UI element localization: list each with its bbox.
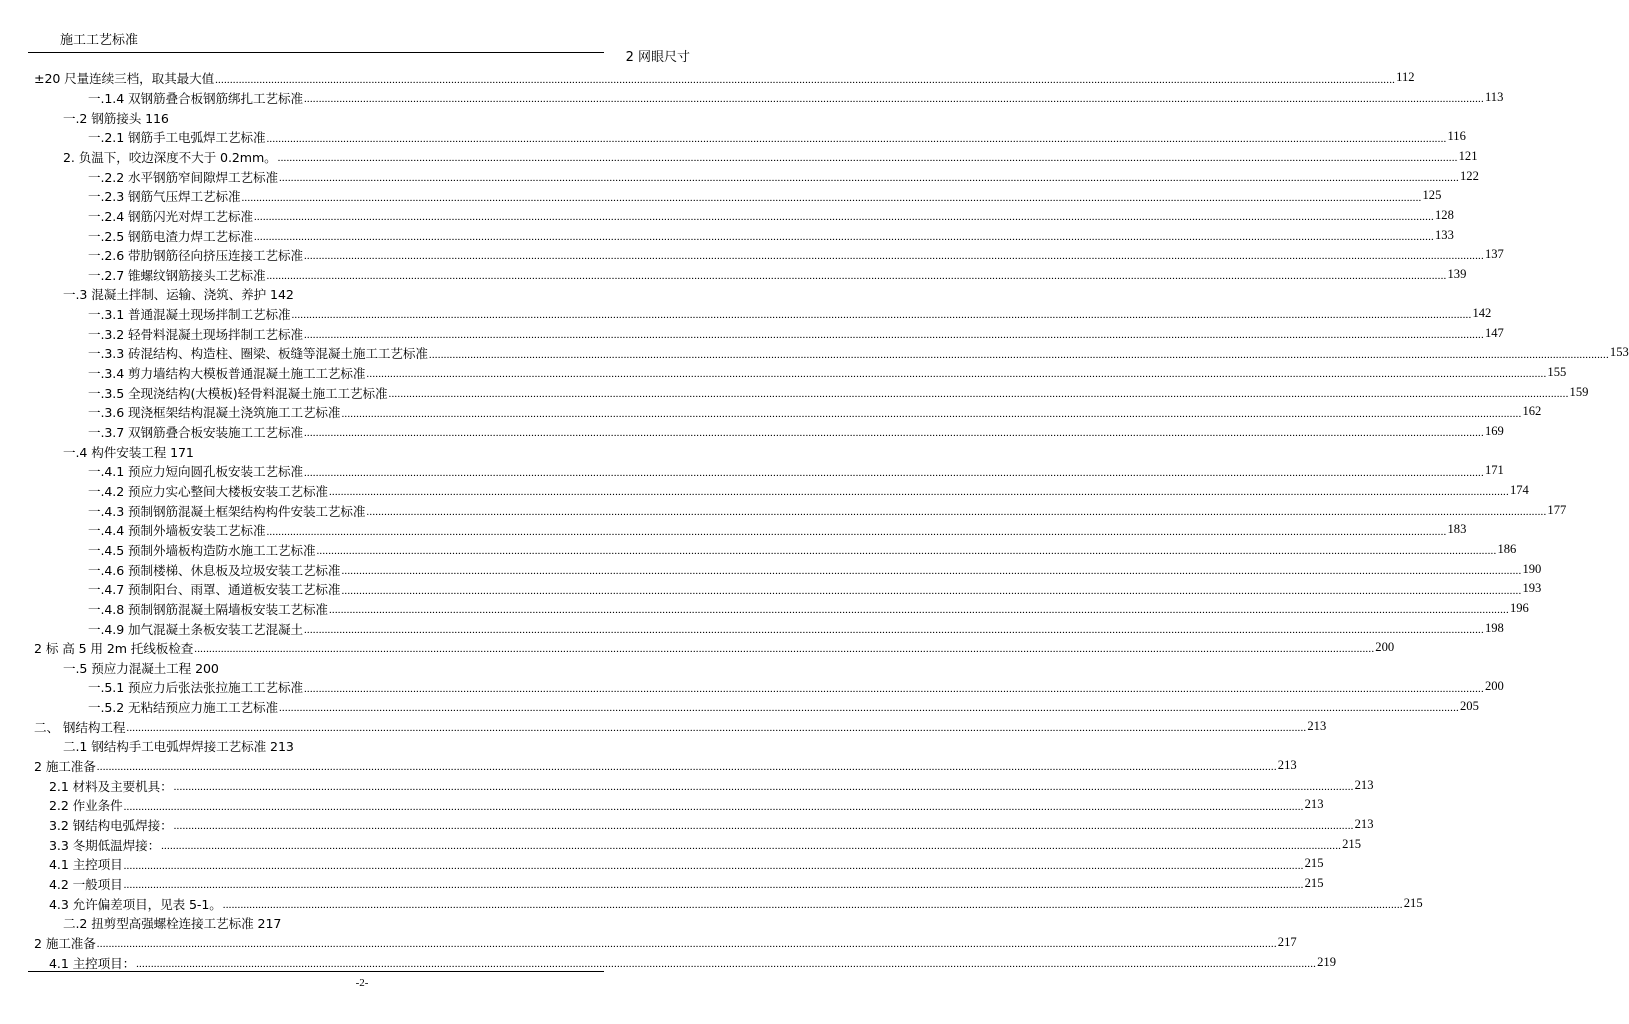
toc-entry[interactable] (0, 382, 1589, 402)
toc-entry-title: 一.5.2 无粘结预应力施工工艺标准 (88, 700, 278, 716)
toc-entry[interactable] (0, 304, 1492, 324)
toc-entry[interactable] (0, 716, 1327, 736)
toc-dot-leader: ................................................................................................................................................................................................................................................................................................................................................................................................................ (123, 879, 1304, 892)
toc-entry[interactable] (0, 147, 1478, 167)
toc-entry-title: 一.2 钢筋接头 116 (63, 110, 169, 126)
toc-entry[interactable] (0, 206, 1454, 226)
toc-dot-leader: ................................................................................................................................................................................................................................................................................................................................................................................................................ (173, 781, 1354, 794)
toc-entry-page-number: 215 (1403, 895, 1423, 910)
toc-entry-title: 一.3.2 轻骨料混凝土现场拌制工艺标准 (88, 326, 303, 342)
toc-entry-page-number: 213 (1354, 817, 1374, 831)
toc-entry-title: 一.4.9 加气混凝土条板安装工艺混凝土 (88, 621, 303, 637)
toc-dot-leader: ................................................................................................................................................................................................................................................................................................................................................................................................................ (388, 388, 1569, 401)
toc-entry-title: 一.4 构件安装工程 171 (63, 444, 194, 460)
toc-dot-leader: ................................................................................................................................................................................................................................................................................................................................................................................................................ (123, 800, 1304, 813)
toc-entry-title: 二.2 扭剪型高强螺栓连接工艺标准 217 (63, 916, 282, 932)
toc-entry-page-number: 128 (1434, 207, 1454, 222)
toc-entry-page-number: 133 (1434, 227, 1454, 242)
toc-entry-title: 一.4.5 预制外墙板构造防水施工工艺标准 (88, 542, 316, 558)
toc-entry[interactable] (0, 795, 1324, 815)
toc-entry-page-number: 213 (1304, 797, 1324, 812)
toc-entry[interactable] (0, 775, 1374, 795)
toc-entry-page-number: 116 (1447, 129, 1466, 144)
toc-entry-title: 一.4.1 预应力短向圆孔板安装工艺标准 (88, 464, 303, 480)
toc-entry[interactable] (0, 88, 1504, 108)
toc-dot-leader: ................................................................................................................................................................................................................................................................................................................................................................................................................ (278, 702, 1459, 715)
toc-entry-title: 一.4.7 预制阳台、雨罩、通道板安装工艺标准 (88, 582, 341, 598)
toc-entry-title: 一.1.4 双钢筋叠合板钢筋绑扎工艺标准 (88, 90, 303, 106)
toc-entry-title: 2. 负温下，咬边深度不大于 0.2mm。 (63, 149, 277, 165)
toc-entry[interactable] (0, 618, 1504, 638)
toc-entry-title: 2.1 材料及主要机具： (49, 778, 173, 794)
toc-entry-page-number: 219 (1317, 954, 1336, 969)
toc-dot-leader: ................................................................................................................................................................................................................................................................................................................................................................................................................ (266, 132, 1447, 145)
toc-entry[interactable] (0, 107, 724, 127)
toc-entry-page-number: 155 (1547, 365, 1567, 380)
toc-entry[interactable] (0, 225, 1454, 245)
toc-dot-leader: ................................................................................................................................................................................................................................................................................................................................................................................................................ (266, 270, 1447, 283)
toc-entry[interactable] (0, 186, 1442, 206)
toc-dot-leader: ................................................................................................................................................................................................................................................................................................................................................................................................................ (241, 191, 1422, 204)
toc-entry-page-number: 196 (1509, 600, 1529, 615)
toc-entry-title: 3.3 冬期低温焊接： (49, 837, 161, 853)
toc-entry[interactable] (0, 913, 724, 933)
toc-entry-page-number: 186 (1497, 541, 1517, 556)
toc-entry-title: 4.1 主控项目 (49, 857, 123, 873)
toc-entry-page-number: 205 (1459, 699, 1479, 714)
toc-entry[interactable] (0, 952, 1336, 972)
toc-entry-page-number: 137 (1484, 247, 1504, 262)
page-number: -2- (355, 977, 369, 989)
toc-entry-title: 2 标 高 5 用 2m 托线板检查 (34, 641, 194, 657)
toc-entry-title: 二、 钢结构工程 (34, 719, 126, 735)
toc-dot-leader: ................................................................................................................................................................................................................................................................................................................................................................................................................ (123, 859, 1304, 872)
toc-entry[interactable] (0, 599, 1529, 619)
toc-entry[interactable] (0, 874, 1324, 894)
toc-entry-title: 一.4.2 预应力实心整间大楼板安装工艺标准 (88, 483, 328, 499)
toc-entry-title: 4.3 允许偏差项目，见表 5-1。 (49, 896, 222, 912)
toc-dot-leader: ................................................................................................................................................................................................................................................................................................................................................................................................................ (328, 604, 1509, 617)
toc-dot-leader: ................................................................................................................................................................................................................................................................................................................................................................................................................ (341, 407, 1522, 420)
toc-entry[interactable] (0, 579, 1542, 599)
toc-entry[interactable] (0, 736, 724, 756)
toc-dot-leader: ................................................................................................................................................................................................................................................................................................................................................................................................................ (303, 623, 1484, 636)
toc-entry-title: 一.5.1 预应力后张法张拉施工工艺标准 (88, 680, 303, 696)
toc-entry[interactable] (0, 127, 1466, 147)
toc-entry-page-number: 171 (1484, 463, 1504, 478)
toc-entry[interactable] (0, 559, 1542, 579)
toc-entry-title: 一.2.6 带肋钢筋径向挤压连接工艺标准 (88, 248, 303, 264)
toc-entry-page-number: 125 (1422, 188, 1442, 203)
toc-dot-leader: ................................................................................................................................................................................................................................................................................................................................................................................................................ (215, 73, 1396, 86)
toc-entry[interactable] (0, 540, 1517, 560)
toc-entry-title: 一.2.7 锥螺纹钢筋接头工艺标准 (88, 267, 266, 283)
toc-entry-page-number: 159 (1569, 384, 1589, 399)
toc-dot-leader: ................................................................................................................................................................................................................................................................................................................................................................................................................ (291, 309, 1472, 322)
toc-dot-leader: ................................................................................................................................................................................................................................................................................................................................................................................................................ (303, 93, 1484, 106)
toc-entry-title: 一.4.6 预制楼梯、休息板及垃圾安装工艺标准 (88, 562, 341, 578)
toc-entry[interactable] (0, 363, 1567, 383)
toc-entry-title: 二.1 钢结构手工电弧焊焊接工艺标准 213 (63, 739, 294, 755)
toc-dot-leader: ................................................................................................................................................................................................................................................................................................................................................................................................................ (277, 152, 1458, 165)
toc-entry[interactable] (0, 893, 1423, 913)
toc-entry-page-number: 169 (1484, 424, 1504, 438)
toc-entry[interactable] (0, 245, 1504, 265)
toc-dot-leader: ................................................................................................................................................................................................................................................................................................................................................................................................................ (341, 584, 1522, 597)
toc-entry[interactable] (0, 265, 1467, 285)
toc-dot-leader: ................................................................................................................................................................................................................................................................................................................................................................................................................ (136, 957, 1317, 970)
toc-entry-title: ±20 尺量连续三档，取其最大值 (34, 71, 215, 87)
toc-entry-title: 一.5 预应力混凝土工程 200 (63, 660, 219, 676)
toc-entry-title: 一.3.1 普通混凝土现场拌制工艺标准 (88, 307, 291, 323)
toc-entry-page-number: 217 (1277, 934, 1297, 949)
toc-entry-title: 一.2.2 水平钢筋窄间隙焊工艺标准 (88, 169, 278, 185)
toc-dot-leader: ................................................................................................................................................................................................................................................................................................................................................................................................................ (96, 761, 1277, 774)
toc-entry[interactable] (0, 697, 1479, 717)
toc-entry-page-number: 215 (1304, 856, 1324, 871)
toc-dot-leader: ................................................................................................................................................................................................................................................................................................................................................................................................................ (253, 230, 1434, 243)
toc-entry-title: 2 施工准备 (34, 759, 96, 775)
toc-entry-page-number: 122 (1459, 168, 1479, 183)
toc-entry-title: 2.2 作业条件 (49, 798, 123, 814)
toc-entry[interactable] (0, 68, 1415, 88)
header-rule (28, 52, 604, 53)
toc-entry-page-number: 200 (1484, 679, 1504, 694)
toc-entry-title: 一.3.3 砖混结构、构造柱、圈梁、板缝等混凝土施工工艺标准 (88, 346, 428, 362)
footer-rule (28, 971, 604, 972)
toc-dot-leader: ................................................................................................................................................................................................................................................................................................................................................................................................................ (303, 682, 1484, 695)
toc-entry-title: 一.4.3 预制钢筋混凝土框架结构构件安装工艺标准 (88, 503, 366, 519)
toc-entry-page-number: 147 (1484, 325, 1504, 340)
toc-entry-title: 一.2.1 钢筋手工电弧焊工艺标准 (88, 130, 266, 146)
toc-entry-page-number: 190 (1522, 561, 1542, 576)
toc-entry-page-number: 121 (1458, 148, 1478, 163)
toc-entry-page-number: 200 (1375, 640, 1395, 655)
toc-dot-leader: ................................................................................................................................................................................................................................................................................................................................................................................................................ (222, 898, 1403, 911)
toc-dot-leader: ................................................................................................................................................................................................................................................................................................................................................................................................................ (366, 368, 1547, 381)
toc-entry[interactable] (0, 933, 1297, 953)
toc-entry-page-number: 162 (1522, 404, 1542, 419)
toc-entry-title: 一.3.7 双钢筋叠合板安装施工工艺标准 (88, 425, 303, 440)
toc-entry[interactable] (0, 402, 1542, 422)
toc-entry[interactable] (0, 658, 724, 678)
toc-entry[interactable] (0, 284, 724, 304)
toc-dot-leader: ................................................................................................................................................................................................................................................................................................................................................................................................................ (303, 329, 1484, 342)
toc-entry-page-number: 215 (1304, 875, 1324, 890)
toc-entry-page-number: 112 (1396, 70, 1415, 85)
toc-entry-title: 一.4.4 预制外墙板安装工艺标准 (88, 523, 266, 539)
toc-entry[interactable] (0, 500, 1567, 520)
toc-entry-title: 一.2.4 钢筋闪光对焊工艺标准 (88, 208, 253, 224)
toc-dot-leader: ................................................................................................................................................................................................................................................................................................................................................................................................................ (366, 505, 1547, 518)
toc-entry[interactable] (0, 677, 1504, 697)
toc-entry-page-number: 113 (1484, 89, 1504, 104)
running-header-title: 施工工艺标准 (60, 33, 139, 48)
toc-dot-leader: ................................................................................................................................................................................................................................................................................................................................................................................................................ (303, 427, 1484, 440)
toc-entry-title: 2 施工准备 (34, 935, 96, 951)
toc-entry-page-number: 198 (1484, 620, 1504, 635)
toc-entry-page-number: 139 (1447, 266, 1467, 281)
toc-entry[interactable] (0, 343, 1629, 363)
toc-entry[interactable] (0, 854, 1324, 874)
toc-entry[interactable] (0, 422, 1504, 442)
toc-entry-page-number: 213 (1307, 718, 1327, 733)
toc-entry[interactable] (0, 166, 1479, 186)
toc-dot-leader: ................................................................................................................................................................................................................................................................................................................................................................................................................ (278, 171, 1459, 184)
toc-entry-page-number: 153 (1609, 345, 1629, 360)
toc-entry-page-number: 193 (1522, 581, 1542, 596)
toc-dot-leader: ................................................................................................................................................................................................................................................................................................................................................................................................................ (303, 466, 1484, 479)
toc-dot-leader: ................................................................................................................................................................................................................................................................................................................................................................................................................ (96, 938, 1277, 951)
toc-entry-title: 一.3.4 剪力墙结构大模板普通混凝土施工工艺标准 (88, 366, 366, 382)
toc-dot-leader: ................................................................................................................................................................................................................................................................................................................................................................................................................ (194, 643, 1375, 656)
toc-entry-page-number: 213 (1354, 777, 1374, 792)
toc-entry-title: 一.2.3 钢筋气压焊工艺标准 (88, 189, 241, 205)
toc-entry-title: 一.2.5 钢筋电渣力焊工艺标准 (88, 228, 253, 244)
toc-entry-title: 一.3.5 全现浇结构(大模板)轻骨料混凝土施工工艺标准 (88, 385, 388, 401)
toc-entry[interactable] (0, 481, 1529, 501)
toc-dot-leader: ................................................................................................................................................................................................................................................................................................................................................................................................................ (161, 839, 1342, 852)
toc-entry-page-number: 174 (1509, 482, 1529, 497)
toc-entry[interactable] (0, 815, 1374, 835)
toc-dot-leader: ................................................................................................................................................................................................................................................................................................................................................................................................................ (173, 820, 1354, 833)
toc-dot-leader: ................................................................................................................................................................................................................................................................................................................................................................................................................ (428, 348, 1609, 361)
toc-dot-leader: ................................................................................................................................................................................................................................................................................................................................................................................................................ (253, 211, 1434, 224)
toc-entry[interactable] (0, 756, 1297, 776)
toc-entry-page-number: 215 (1342, 836, 1361, 851)
toc-dot-leader: ................................................................................................................................................................................................................................................................................................................................................................................................................ (266, 525, 1447, 538)
toc-entry-page-number: 213 (1277, 758, 1297, 773)
toc-entry[interactable] (0, 520, 1467, 540)
toc-entry-page-number: 183 (1447, 522, 1467, 537)
toc-entry-page-number: 142 (1472, 306, 1492, 321)
toc-entry[interactable] (0, 834, 1361, 854)
toc-entry-title: 3.2 钢结构电弧焊接： (49, 818, 173, 833)
toc-dot-leader: ................................................................................................................................................................................................................................................................................................................................................................................................................ (328, 486, 1509, 499)
toc-entry[interactable] (0, 441, 724, 461)
toc-entry-title: 4.2 一般项目 (49, 876, 123, 892)
toc-entry-title: 4.1 主控项目： (49, 955, 136, 971)
toc-entry[interactable] (0, 461, 1504, 481)
toc-dot-leader: ................................................................................................................................................................................................................................................................................................................................................................................................................ (316, 545, 1497, 558)
toc-entry-page-number: 177 (1547, 502, 1567, 517)
toc-entry[interactable] (0, 323, 1504, 343)
toc-dot-leader: ................................................................................................................................................................................................................................................................................................................................................................................................................ (303, 250, 1484, 263)
toc-dot-leader: ................................................................................................................................................................................................................................................................................................................................................................................................................ (341, 564, 1522, 577)
toc-entry-title: 一.3.6 现浇框架结构混凝土浇筑施工工艺标准 (88, 405, 341, 421)
toc-entry[interactable] (0, 638, 1395, 658)
toc-entry-title: 一.3 混凝土拌制、运输、浇筑、养护 142 (63, 287, 294, 303)
toc-dot-leader: ................................................................................................................................................................................................................................................................................................................................................................................................................ (126, 722, 1307, 735)
toc-entry-title: 一.4.8 预制钢筋混凝土隔墙板安装工艺标准 (88, 601, 328, 617)
continued-heading-text: 2 网眼尺寸 (625, 50, 690, 65)
